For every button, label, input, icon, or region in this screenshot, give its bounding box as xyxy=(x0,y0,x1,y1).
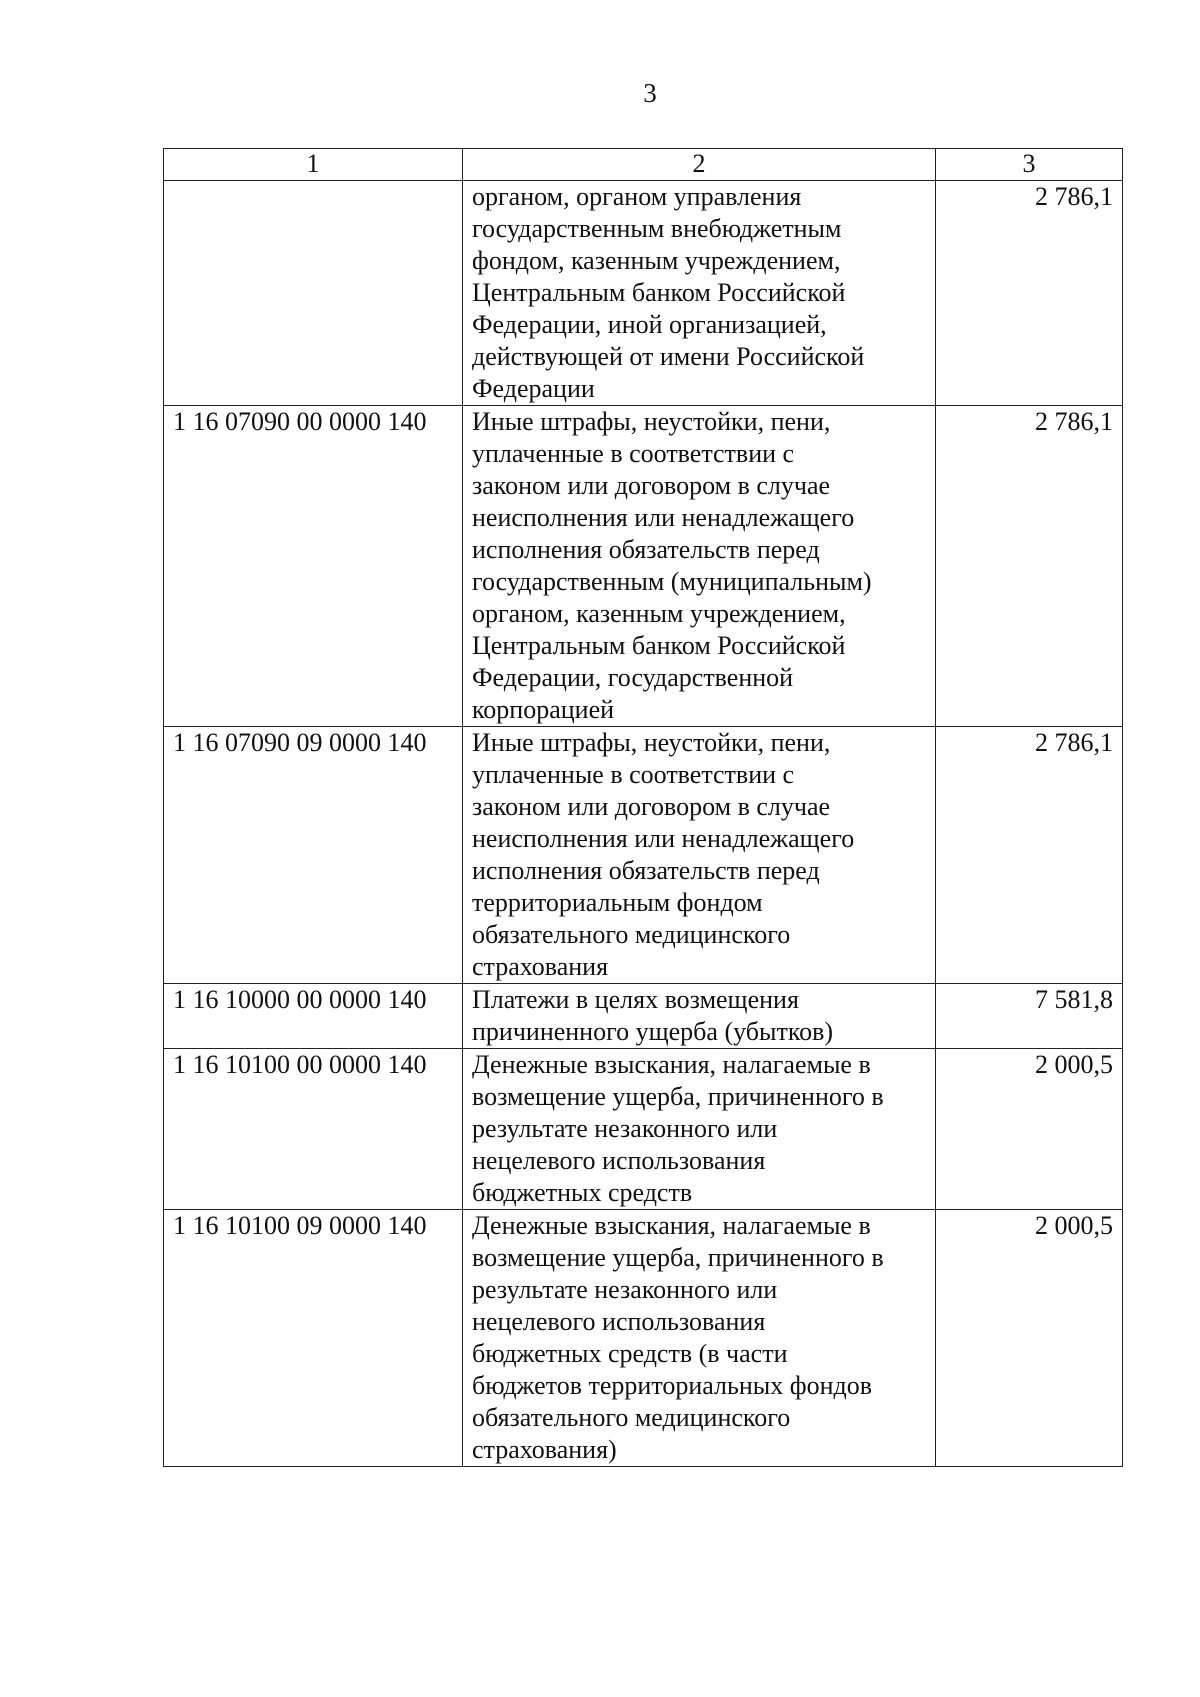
income-name-line: фондом, казенным учреждением, xyxy=(472,246,841,275)
amount-cell: 2 786,1 xyxy=(936,727,1123,984)
table-row xyxy=(164,1049,1123,1210)
income-name-line: страхования) xyxy=(472,1435,617,1464)
table-row xyxy=(164,181,1123,406)
income-name-line: причиненного ущерба (убытков) xyxy=(472,1017,834,1046)
income-name-line: результате незаконного или xyxy=(472,1275,778,1304)
income-name-cell xyxy=(463,181,936,406)
amount-cell: 2 786,1 xyxy=(936,406,1123,727)
table-row xyxy=(164,1210,1123,1467)
income-name-line: Иные штрафы, неустойки, пени, xyxy=(472,728,831,757)
header-column-3: 3 xyxy=(936,149,1123,181)
budget-code-cell: 1 16 07090 09 0000 140 xyxy=(164,727,463,984)
income-name-cell xyxy=(463,1049,936,1210)
income-name-line: Денежные взыскания, налагаемые в xyxy=(472,1211,871,1240)
table-header-row xyxy=(164,149,1123,181)
income-name-line: действующей от имени Российской xyxy=(472,342,865,371)
income-name-line: уплаченные в соответствии с xyxy=(472,760,795,789)
income-name-line: результате незаконного или xyxy=(472,1114,778,1143)
income-name-line: органом, органом управления xyxy=(472,182,802,211)
income-name-line: Платежи в целях возмещения xyxy=(472,985,799,1014)
income-name-line: бюджетных средств (в части xyxy=(472,1339,788,1368)
income-name-line: Центральным банком Российской xyxy=(472,278,846,307)
income-name-line: государственным внебюджетным xyxy=(472,214,842,243)
income-name-line: нецелевого использования xyxy=(472,1146,766,1175)
income-name-line: исполнения обязательств перед xyxy=(472,856,820,885)
income-name-line: уплаченные в соответствии с xyxy=(472,439,795,468)
income-name-line: исполнения обязательств перед xyxy=(472,535,820,564)
income-name-line: страхования xyxy=(472,952,609,981)
page-number: 3 xyxy=(643,78,657,108)
budget-table xyxy=(163,148,1123,1467)
budget-code-cell xyxy=(164,181,463,406)
income-name-line: Федерации, государственной xyxy=(472,663,794,692)
income-name-line: Денежные взыскания, налагаемые в xyxy=(472,1050,871,1079)
income-name-line: бюджетов территориальных фондов xyxy=(472,1371,873,1400)
budget-code-cell: 1 16 10100 09 0000 140 xyxy=(164,1210,463,1467)
income-name-line: законом или договором в случае xyxy=(472,792,831,821)
header-column-1: 1 xyxy=(164,149,463,181)
income-name-line: корпорацией xyxy=(472,695,615,724)
income-name-line: нецелевого использования xyxy=(472,1307,766,1336)
table-row xyxy=(164,406,1123,727)
budget-code-cell: 1 16 10000 00 0000 140 xyxy=(164,984,463,1049)
income-name-line: возмещение ущерба, причиненного в xyxy=(472,1243,884,1272)
income-name-cell xyxy=(463,1210,936,1467)
header-column-2: 2 xyxy=(463,149,936,181)
income-name-line: неисполнения или ненадлежащего xyxy=(472,824,855,853)
income-name-line: бюджетных средств xyxy=(472,1178,693,1207)
income-name-line: обязательного медицинского xyxy=(472,1403,791,1432)
amount-cell: 2 000,5 xyxy=(936,1210,1123,1467)
amount-cell: 2 000,5 xyxy=(936,1049,1123,1210)
income-name-line: органом, казенным учреждением, xyxy=(472,599,846,628)
budget-code-cell: 1 16 10100 00 0000 140 xyxy=(164,1049,463,1210)
income-name-line: законом или договором в случае xyxy=(472,471,831,500)
income-name-line: Федерации, иной организацией, xyxy=(472,310,827,339)
income-name-line: возмещение ущерба, причиненного в xyxy=(472,1082,884,1111)
income-name-cell xyxy=(463,727,936,984)
income-name-line: неисполнения или ненадлежащего xyxy=(472,503,855,532)
amount-cell: 2 786,1 xyxy=(936,181,1123,406)
income-name-line: территориальным фондом xyxy=(472,888,763,917)
income-name-line: Иные штрафы, неустойки, пени, xyxy=(472,407,831,436)
table-row xyxy=(164,984,1123,1049)
income-name-cell xyxy=(463,984,936,1049)
income-name-line: Центральным банком Российской xyxy=(472,631,846,660)
table-row xyxy=(164,727,1123,984)
income-name-line: Федерации xyxy=(472,374,595,403)
table-body xyxy=(164,181,1123,1467)
income-name-cell xyxy=(463,406,936,727)
amount-cell: 7 581,8 xyxy=(936,984,1123,1049)
income-name-line: государственным (муниципальным) xyxy=(472,567,872,596)
income-name-line: обязательного медицинского xyxy=(472,920,791,949)
budget-code-cell: 1 16 07090 00 0000 140 xyxy=(164,406,463,727)
